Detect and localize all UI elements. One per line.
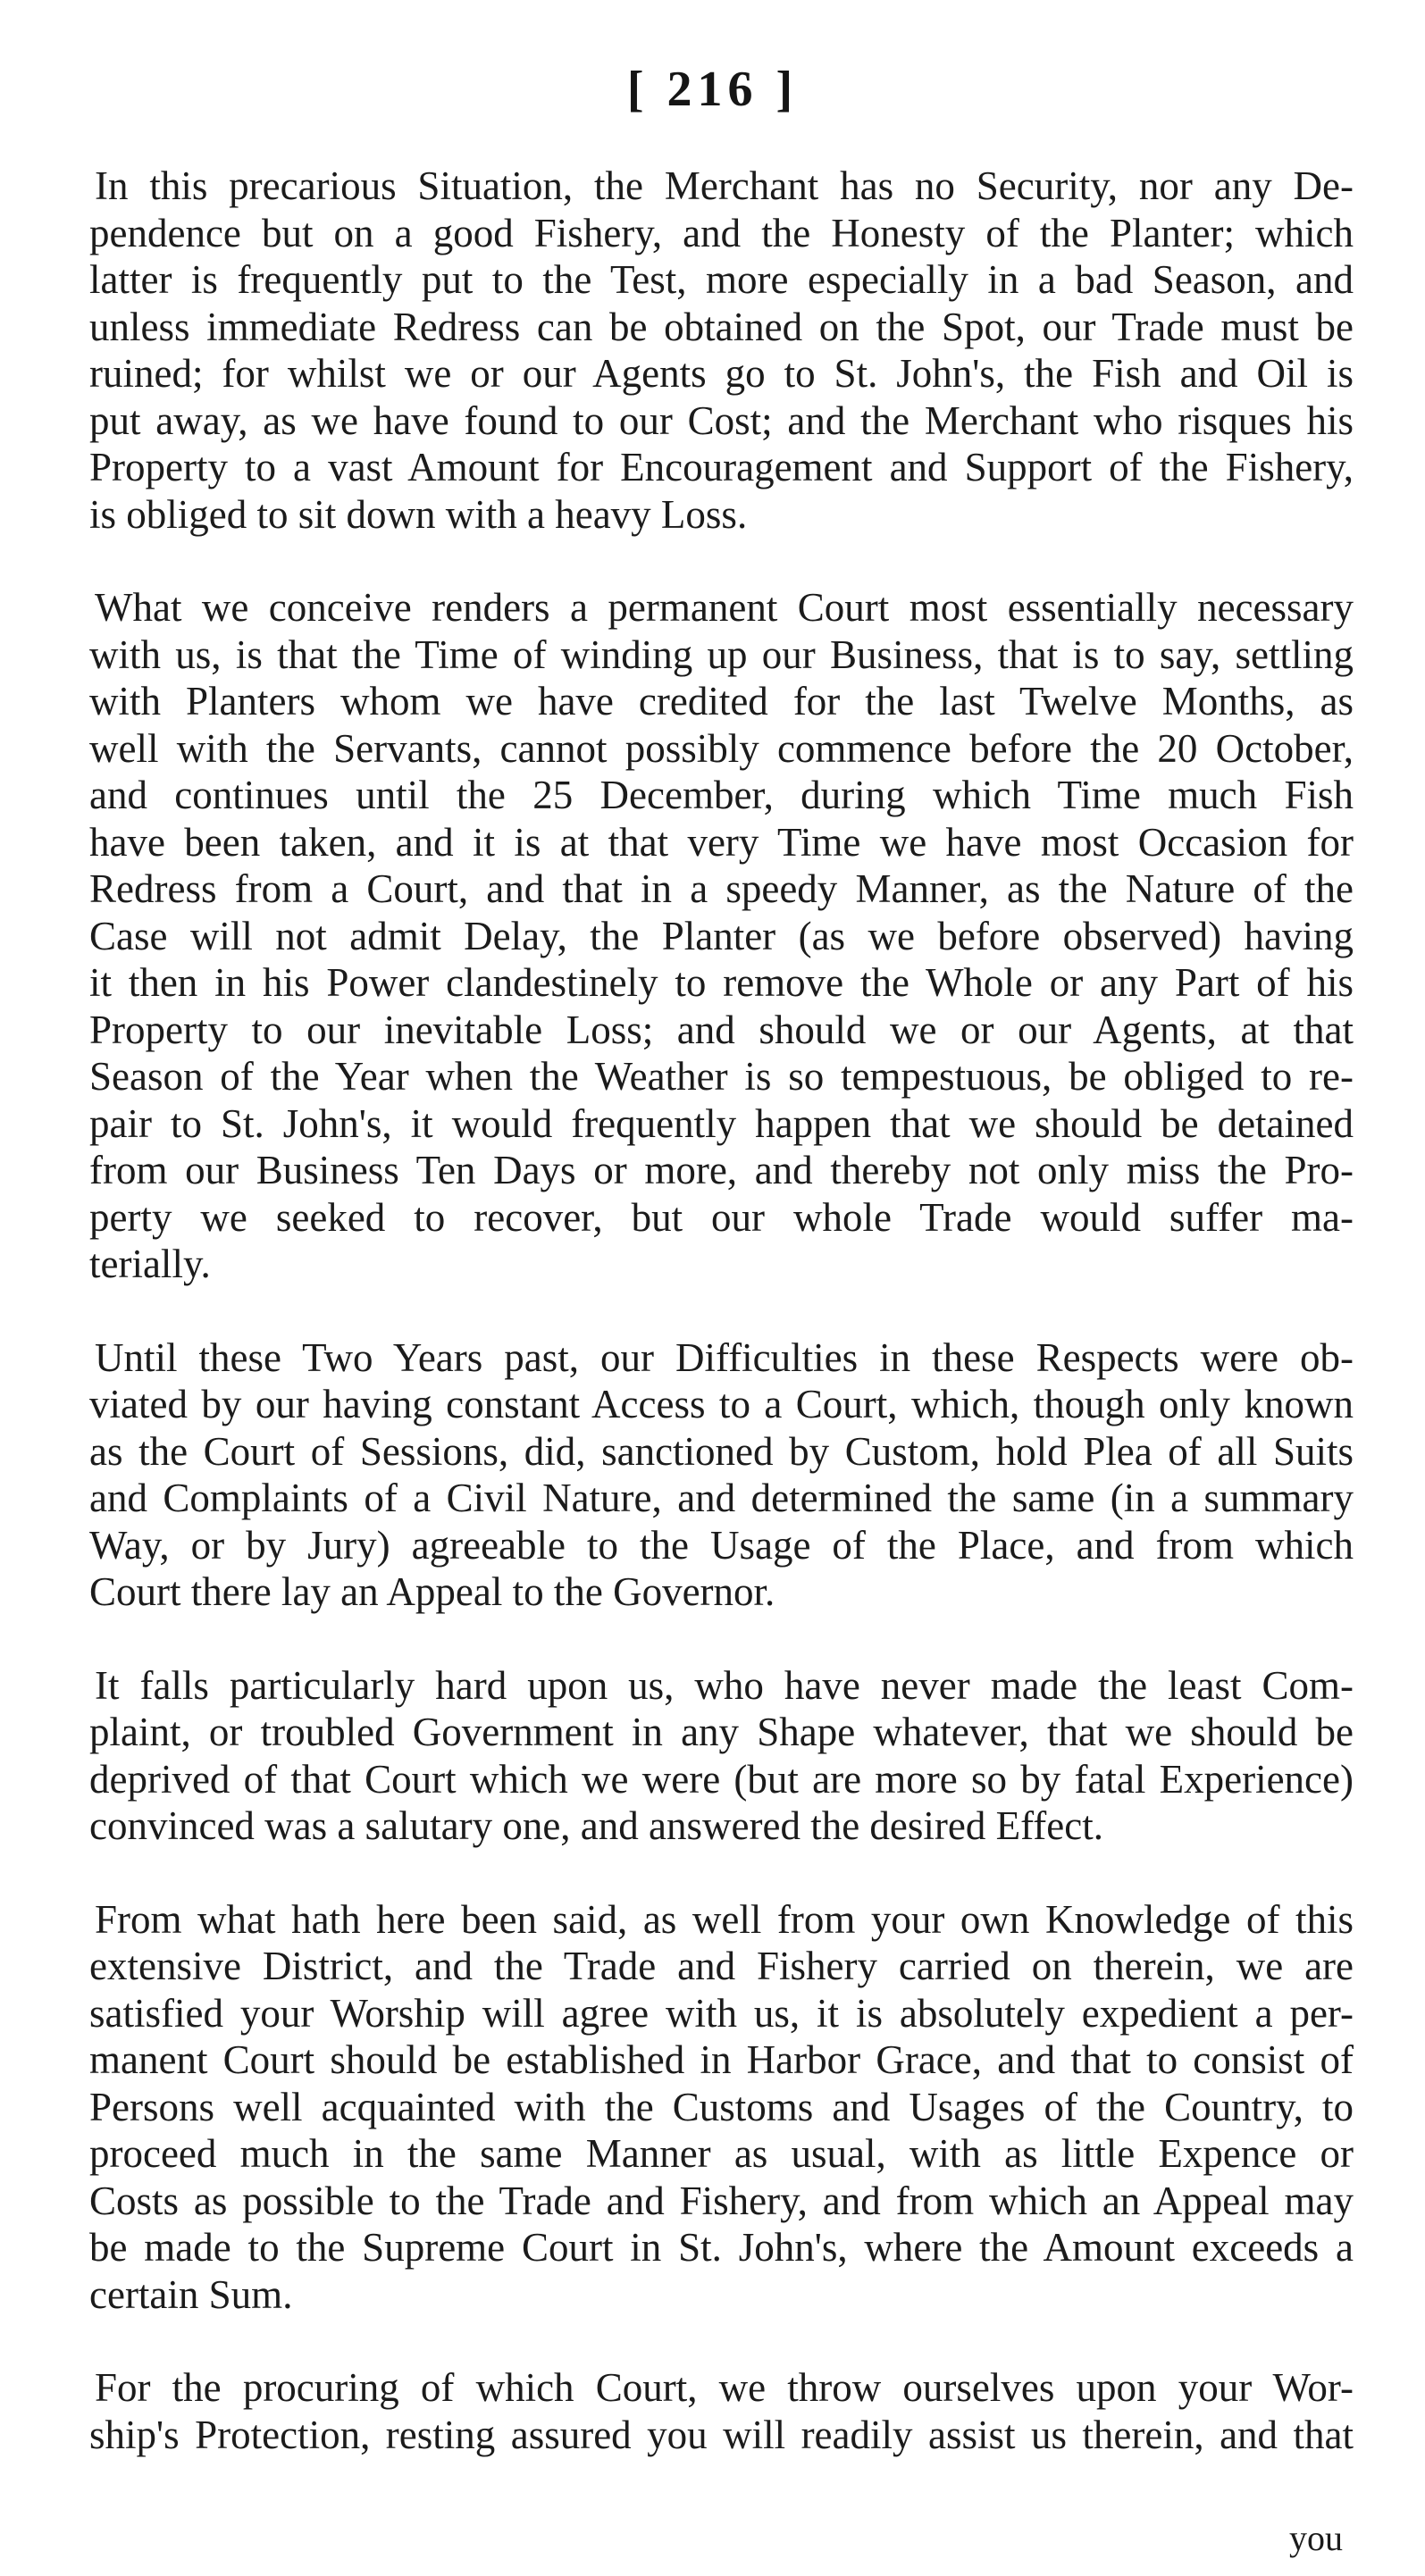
catchword: you	[1289, 2518, 1343, 2558]
paragraph-1	[89, 163, 1354, 538]
text-line: In this precarious Situation, the Merchant has no Security, nor any De-	[95, 163, 1354, 208]
text-line: from our Business Ten Days or more, and thereby not only miss the Pro-	[89, 1148, 1354, 1192]
text-line: put away, as we have found to our Cost; and the Merchant who risques his	[89, 397, 1354, 443]
text-line: Persons well acquainted with the Customs and Usages of the Country, to	[89, 2084, 1354, 2129]
text-line: and continues until the 25 December, during which Time much Fish	[89, 773, 1354, 817]
text-line: ruined; for whilst we or our Agents go to St. John's, the Fish and Oil is	[89, 351, 1354, 396]
text-line: Redress from a Court, and that in a speedy Manner, as the Nature of the	[89, 866, 1354, 911]
text-line: and Complaints of a Civil Nature, and determined the same (in a summary	[89, 1476, 1354, 1520]
text-line: Until these Two Years past, our Difficulties in these Respects were ob-	[95, 1334, 1354, 1380]
text-line: It falls particularly hard upon us, who have never made the least Com-	[95, 1662, 1354, 1708]
text-line: with Planters whom we have credited for the last Twelve Months, as	[89, 679, 1354, 723]
paragraph-4	[89, 1662, 1354, 1850]
text-line: perty we seeked to recover, but our whole Trade would suffer ma-	[89, 1194, 1354, 1240]
paragraph-2	[89, 584, 1354, 1288]
text-line: pair to St. John's, it would frequently happen that we should be detained	[89, 1100, 1354, 1146]
paragraph-5	[89, 1896, 1354, 2319]
text-line: deprived of that Court which we were (but are more so by fatal Experience)	[89, 1756, 1354, 1802]
text-line: as the Court of Sessions, did, sanctioned by Custom, hold Plea of all Suits	[89, 1428, 1354, 1474]
text-line: unless immediate Redress can be obtained on the Spot, our Trade must be	[89, 304, 1354, 349]
body-text	[89, 163, 1354, 2458]
text-line: it then in his Power clandestinely to remove the Whole or any Part of his	[89, 960, 1354, 1005]
page-number: [ 216 ]	[626, 62, 799, 117]
text-line: plaint, or troubled Government in any Shape whatever, that we should be	[89, 1710, 1354, 1754]
text-line: latter is frequently put to the Test, more especially in a bad Season, and	[89, 257, 1354, 302]
text-line: Court there lay an Appeal to the Governor.	[89, 1569, 775, 1614]
text-line: viated by our having constant Access to a Court, which, though only known	[89, 1382, 1354, 1426]
text-line: terially.	[89, 1242, 211, 1286]
text-line: pendence but on a good Fishery, and the Honesty of the Planter; which	[89, 210, 1354, 255]
text-line: be made to the Supreme Court in St. John's, where the Amount exceeds a	[89, 2225, 1354, 2270]
text-line: convinced was a salutary one, and answered the desired Effect.	[89, 1803, 1103, 1848]
text-line: have been taken, and it is at that very Time we have most Occasion for	[89, 819, 1354, 865]
text-line: proceed much in the same Manner as usual, with as little Expence or	[89, 2131, 1354, 2176]
paragraph-3	[89, 1334, 1354, 1616]
text-line: Property to our inevitable Loss; and should we or our Agents, at that	[89, 1007, 1354, 1052]
text-line: For the procuring of which Court, we throw ourselves upon your Wor-	[95, 2365, 1354, 2410]
text-line: Costs as possible to the Trade and Fishery, and from which an Appeal may	[89, 2178, 1354, 2223]
text-line: Case will not admit Delay, the Planter (as we before observed) having	[89, 913, 1354, 958]
text-line: is obliged to sit down with a heavy Loss.	[89, 491, 748, 537]
text-line: Season of the Year when the Weather is so tempestuous, be obliged to re-	[89, 1054, 1354, 1099]
text-line: Property to a vast Amount for Encouragement and Support of the Fishery,	[89, 445, 1354, 489]
text-line: well with the Servants, cannot possibly commence before the 20 October,	[89, 725, 1354, 771]
text-line: extensive District, and the Trade and Fishery carried on therein, we are	[89, 1944, 1354, 1988]
text-line: What we conceive renders a permanent Court most essentially necessary	[95, 585, 1354, 630]
text-line: From what hath here been said, as well from your own Knowledge of this	[95, 1896, 1354, 1942]
text-line: Way, or by Jury) agreeable to the Usage of the Place, and from which	[89, 1522, 1354, 1568]
text-line: certain Sum.	[89, 2271, 293, 2317]
paragraph-6	[89, 2364, 1354, 2458]
text-line: manent Court should be established in Harbor Grace, and that to consist of	[89, 2037, 1354, 2082]
text-line: ship's Protection, resting assured you will readily assist us therein, and that	[89, 2412, 1354, 2457]
text-line: satisfied your Worship will agree with us, it is absolutely expedient a per-	[89, 1990, 1354, 2036]
text-line: with us, is that the Time of winding up our Business, that is to say, settling	[89, 631, 1354, 677]
